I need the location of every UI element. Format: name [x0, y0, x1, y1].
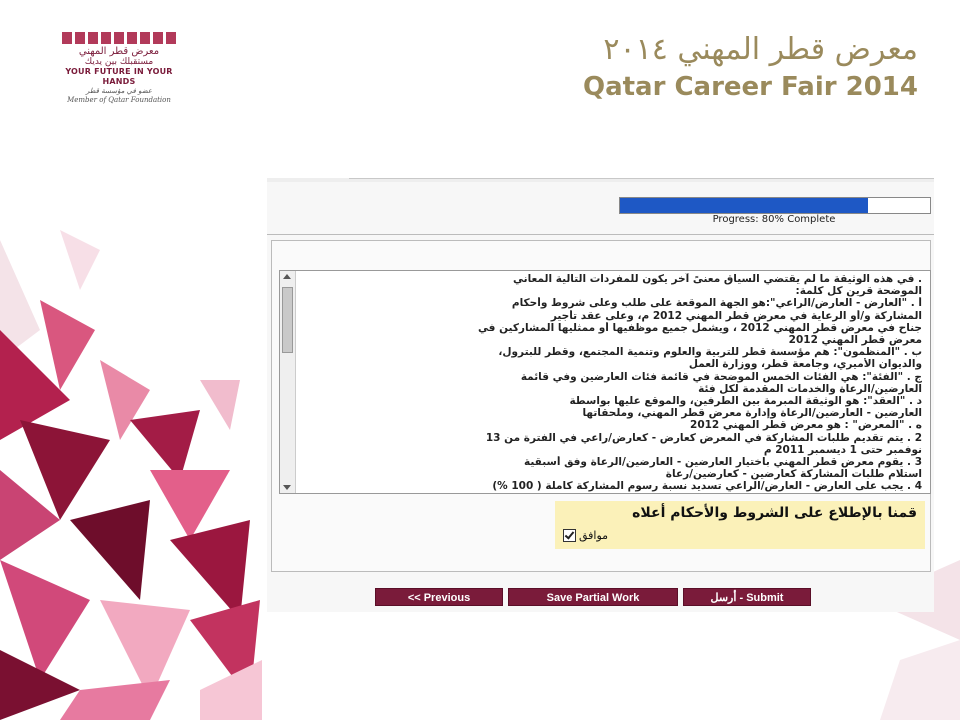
progress-text: Progress: 80% Complete: [712, 214, 836, 225]
progress-bar: [619, 197, 931, 214]
form-screenshot: [267, 178, 934, 612]
agreement-box: [555, 501, 925, 549]
page-title-english: Qatar Career Fair 2014: [582, 72, 918, 102]
logo-arabic-tagline: مستقبلك بين يديك: [84, 57, 154, 67]
terms-line: المشاركة و/أو الرعاية في معرض قطر المهني 2012 م، وعلى عقد تأجير: [550, 309, 922, 322]
submit-button[interactable]: أرسل - Submit: [683, 588, 811, 606]
logo-member-arabic: عضو في مؤسسة قطر: [86, 87, 152, 95]
logo-member-english: Member of Qatar Foundation: [67, 96, 171, 104]
terms-line: معرض قطر المهني 2012: [788, 334, 922, 347]
terms-text: [300, 273, 922, 494]
terms-line: العارضين - العارضين/الرعاة وإدارة معرض قطر المهني، وملحقاتها: [582, 407, 922, 420]
divider: [349, 178, 934, 179]
terms-line: 2 . يتم تقديم طلبات المشاركة في المعرض كعارض - كعارض/راعي في الفترة من 13: [485, 431, 922, 444]
agree-checkbox-row[interactable]: [563, 529, 608, 542]
logo-english-tagline: YOUR FUTURE IN YOUR HANDS: [65, 67, 173, 86]
terms-line: د . "العقد": هو الوثيقة المبرمة بين الطرفين، والموقع عليها بواسطة: [569, 395, 922, 408]
scroll-down-icon[interactable]: [283, 485, 291, 490]
logo-arabic-name: معرض قطر المهني: [78, 46, 160, 57]
terms-line: 3 . يقوم معرض قطر المهني باختيار العارضين - العارضين/الرعاة وفق أسبقية: [524, 456, 922, 469]
form-panel: [267, 182, 934, 612]
terms-line: الموضحة قرين كل كلمة:: [795, 285, 922, 298]
agreement-heading: قمنا بالإطلاع على الشروط والأحكام أعلاه: [632, 505, 917, 521]
page-title-arabic: معرض قطر المهني ٢٠١٤: [603, 32, 918, 67]
terms-line: استلام طلبات المشاركة كعارضين - كعارضين/رعاة: [665, 468, 922, 481]
terms-line: ب . "المنظمون": هم مؤسسة قطر للتربية والعلوم وتنمية المجتمع، وقطر للبترول،: [498, 346, 922, 359]
terms-textarea[interactable]: [279, 270, 931, 494]
terms-line: والديوان الأميري، وجامعة قطر، ووزارة العمل: [688, 358, 922, 371]
terms-line: 4 . يجب على العارض - العارض/الراعي تسديد نسبة رسوم المشاركة كاملة ( 100 %): [492, 480, 922, 493]
terms-line: نوفمبر حتى 1 ديسمبر 2011 م: [763, 443, 922, 456]
logo-bars-icon: [54, 32, 184, 44]
terms-line: ه . "المعرض" : هو معرض قطر المهني 2012: [690, 419, 922, 432]
agree-checkbox-label[interactable]: موافق: [579, 529, 609, 542]
previous-button[interactable]: << Previous: [375, 588, 503, 606]
vertical-scrollbar[interactable]: [280, 271, 296, 493]
divider: [267, 234, 934, 235]
scroll-up-icon[interactable]: [283, 274, 291, 279]
terms-line: ج . "الفئة": هي الفئات الخمس الموضحة في قائمة فئات العارضين وفي قائمة: [520, 370, 922, 383]
terms-line: أ . "العارض - العارض/الراعي":هو الجهة الموقعة على طلب وعلى شروط وأحكام: [511, 297, 922, 310]
agree-checkbox[interactable]: [563, 529, 576, 542]
scroll-thumb[interactable]: [282, 287, 293, 353]
qatar-career-fair-logo: [54, 32, 184, 102]
save-partial-work-button[interactable]: Save Partial Work: [508, 588, 678, 606]
terms-line: جناح في معرض قطر المهني 2012 ، ويشمل جميع موظفيها أو ممثليها المشاركين في: [477, 321, 922, 334]
progress-bar-fill: [620, 198, 868, 213]
terms-line: . في هذه الوثيقة ما لم يقتضي السياق معنىً آخر يكون للمفردات التالية المعاني: [513, 273, 922, 285]
terms-line: [300, 493, 922, 494]
terms-line: العارضين/الرعاة والخدمات المقدمة لكل فئة: [698, 382, 922, 395]
